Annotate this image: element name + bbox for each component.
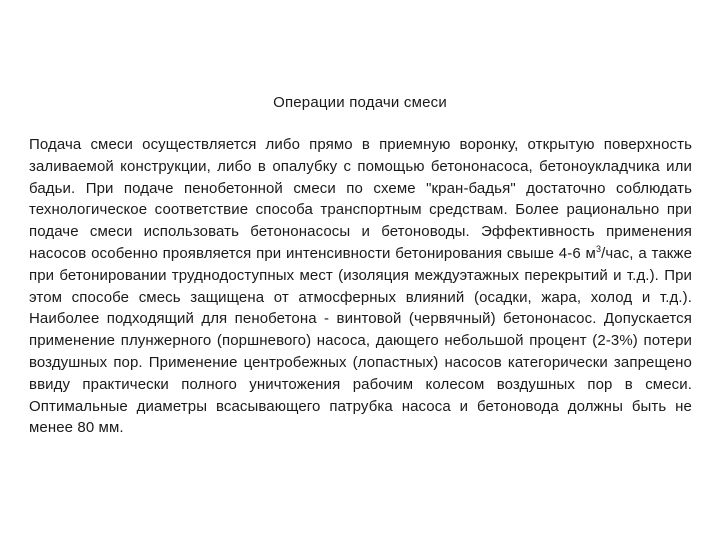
body-paragraph bbox=[29, 134, 692, 439]
cubic-superscript: 3 bbox=[595, 243, 602, 254]
paragraph-text-part-2: /час, а также при бетонировании труднодоступных мест (изоляция междуэтажных перекрытий и т.д.). При этом способе смесь защищена от атмосферных влияний (осадки, жара, холод и т.д.). Наиболее подходящий для пенобетона - винтовой (червячный) бетононасос. Допускается применение плунжерного (поршневого) насоса, дающего небольшой процент (2-3%) потери воздушных пор. Применение центробежных (лопастных) насосов категорически запрещено ввиду практически полного уничтожения рабочим колесом воздушных пор в смеси. Оптимальные диаметры всасывающего патрубка насоса и бетоновода должны быть не менее 80 мм. bbox=[29, 244, 693, 437]
paragraph-text-part-1: Подача смеси осуществляется либо прямо в приемную воронку, открытую поверхность заливаемой конструкции, либо в опалубку с помощью бетононасоса, бетоноукладчика или бадьи. При подаче пенобетонной смеси по схеме "кран-бадья" достаточно соблюдать технологическое соответствие способа транспортным средствам. Более рационально при подаче смеси использовать бетононасосы и бетоноводы. Эффективность применения насосов особенно проявляется при интенсивности бетонирования свыше 4-6 м bbox=[29, 136, 692, 262]
document-title: Операции подачи смеси bbox=[273, 94, 447, 111]
